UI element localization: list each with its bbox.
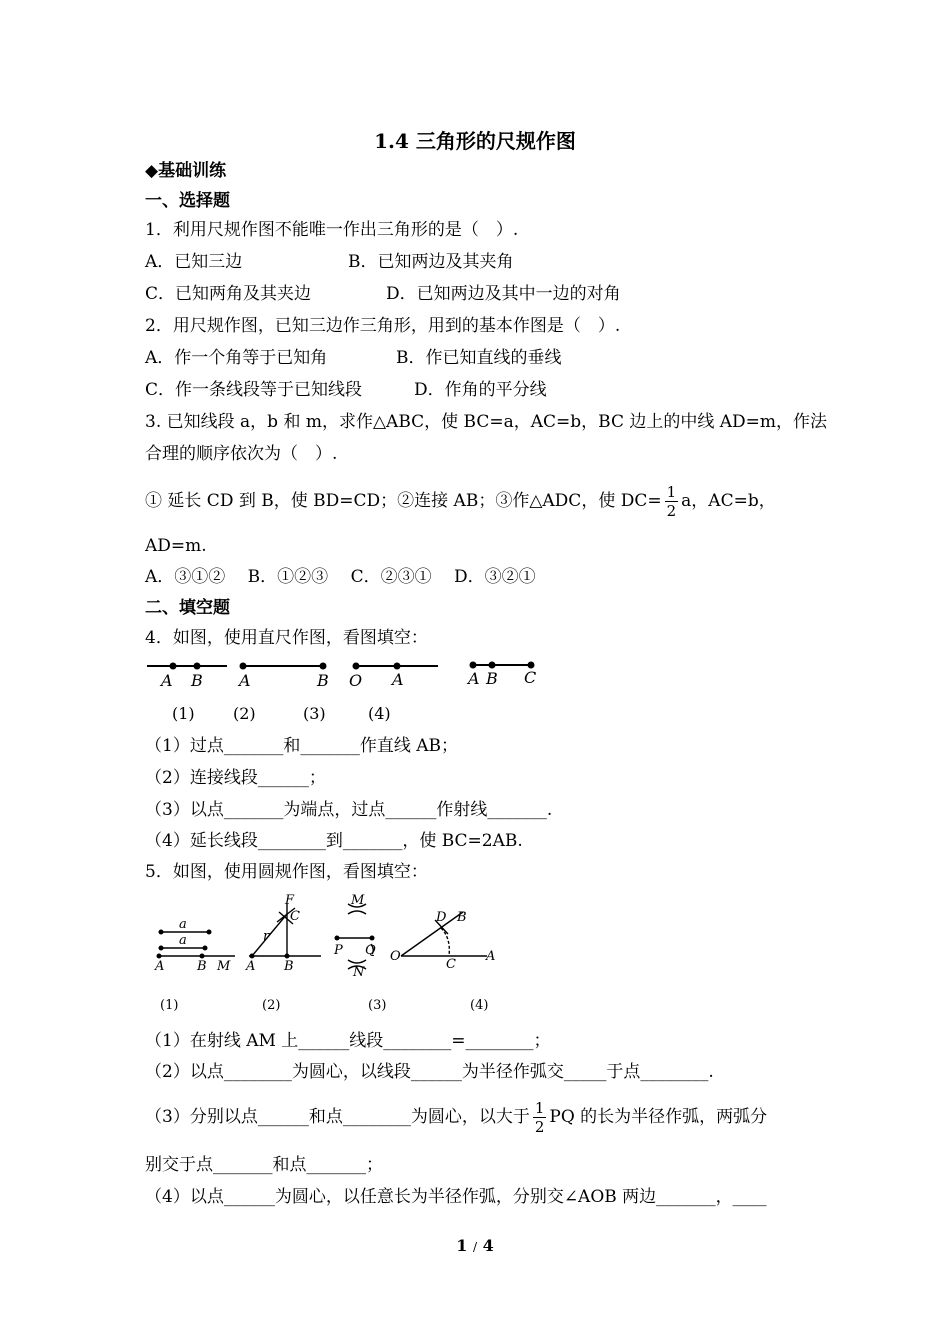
q5-blank-1: （1）在射线 AM 上______线段________=________； [145, 1031, 551, 1051]
page-total: 4 [482, 1236, 494, 1255]
part-heading-choice: 一、选择题 [145, 191, 230, 211]
label-c: C [524, 668, 537, 687]
q1-option-b: B．已知两边及其夹角 [348, 252, 514, 272]
page-title: 1.4 三角形的尺规作图 [374, 129, 576, 153]
label-d: D [436, 910, 447, 925]
point-o [354, 664, 359, 669]
label-a-small: a [179, 933, 187, 948]
q4-fig-label-2: (2) [233, 704, 256, 723]
label-r: r [263, 929, 270, 944]
label-a: A [239, 671, 251, 690]
label-b: B [317, 671, 329, 690]
q4-figure [140, 655, 560, 695]
q3-stem-line1: 3. 已知线段 a，b 和 m，求作△ABC，使 BC=a，AC=b，BC 边上的中线 AD=m，作法 [145, 412, 828, 432]
fraction-numerator: 1 [666, 483, 677, 501]
q2-option-c: C．作一条线段等于已知线段 [145, 380, 363, 400]
label-b: B [191, 671, 203, 690]
label-a-small: a [179, 917, 187, 932]
label-a: A [161, 671, 173, 690]
q3-steps-end: AD=m. [145, 536, 207, 556]
label-c: C [290, 909, 300, 924]
fraction-denominator: 2 [666, 502, 677, 520]
point-a [171, 664, 176, 669]
q3-steps-pre: ① 延长 CD 到 B，使 BD=CD；②连接 AB；③作△ADC，使 DC= [145, 491, 662, 511]
q2-option-d: D．作角的平分线 [414, 380, 547, 400]
label-o: O [390, 949, 401, 964]
q3-options: A．③①② B．①②③ C．②③① D．③②① [145, 567, 536, 587]
label-m: M [351, 893, 365, 908]
q4-fig-label-4: (4) [368, 704, 391, 723]
label-a: A [155, 959, 165, 974]
q3-steps-post: a，AC=b， [681, 491, 776, 511]
label-a: A [486, 949, 496, 964]
fraction-half [533, 1099, 547, 1136]
label-a: A [468, 669, 480, 688]
q2-option-a: A．作一个角等于已知角 [145, 348, 328, 368]
label-b: B [284, 959, 294, 974]
q5-fig-label-1: (1) [160, 998, 179, 1013]
q4-blank-4: （4）延长线段________到_______，使 BC=2AB. [145, 831, 523, 851]
q5-figure [145, 890, 515, 980]
q4-fig-label-3: (3) [303, 704, 326, 723]
point-b [490, 663, 495, 668]
q5-fig-label-3: (3) [368, 998, 387, 1013]
section-heading: ◆基础训练 [145, 161, 227, 181]
page-separator: / [472, 1240, 478, 1254]
q5-l3-post: PQ 的长为半径作弧，两弧分 [549, 1107, 768, 1127]
q1-option-c: C．已知两角及其夹边 [145, 284, 312, 304]
point-b [321, 664, 326, 669]
q3-steps [145, 478, 776, 524]
label-o: O [349, 671, 363, 690]
label-b: B [486, 669, 498, 688]
q1-stem: 1．利用尺规作图不能唯一作出三角形的是（ ）. [145, 220, 519, 240]
q5-blank-3 [145, 1094, 767, 1140]
q5-blank-2: （2）以点________为圆心，以线段______为半径作弧交_____于点________. [145, 1062, 714, 1082]
q4-stem: 4．如图，使用直尺作图，看图填空： [145, 628, 428, 648]
ray-ob [401, 912, 463, 956]
fraction-numerator: 1 [534, 1099, 545, 1117]
fraction-half [665, 483, 679, 520]
label-a: A [392, 670, 404, 689]
label-b: B [457, 910, 467, 925]
point-c [529, 663, 534, 668]
radius-line [252, 914, 287, 956]
q4-blank-1: （1）过点_______和_______作直线 AB； [145, 736, 458, 756]
label-b: B [197, 959, 207, 974]
q5-stem: 5．如图，使用圆规作图，看图填空： [145, 862, 428, 882]
q3-stem-line2: 合理的顺序依次为（ ）. [145, 444, 338, 464]
point-a [471, 663, 476, 668]
q1-option-a: A．已知三边 [145, 252, 243, 272]
part-heading-fill: 二、填空题 [145, 598, 230, 618]
label-c: C [446, 957, 456, 972]
q5-blank-3-cont: 别交于点_______和点_______； [145, 1155, 383, 1175]
label-p: P [334, 943, 343, 958]
label-f: F [285, 893, 295, 908]
label-n: N [353, 965, 365, 980]
q5-blank-4: （4）以点______为圆心，以任意长为半径作弧，分别交∠AOB 两边_______，____ [145, 1187, 767, 1207]
q2-stem: 2．用尺规作图，已知三边作三角形，用到的基本作图是（ ）. [145, 316, 621, 336]
q5-l3-pre: （3）分别以点______和点________为圆心，以大于 [145, 1107, 530, 1127]
q2-option-b: B．作已知直线的垂线 [396, 348, 562, 368]
fraction-denominator: 2 [534, 1118, 545, 1136]
point-b [195, 664, 200, 669]
q5-fig-label-2: (2) [262, 998, 281, 1013]
label-a: A [246, 959, 256, 974]
q4-fig-label-1: (1) [172, 704, 195, 723]
q4-blank-3: （3）以点_______为端点，过点______作射线_______. [145, 800, 553, 820]
q4-blank-2: （2）连接线段______； [145, 768, 326, 788]
arc-dc [441, 928, 449, 956]
point-a [241, 664, 246, 669]
q5-fig-label-4: (4) [470, 998, 489, 1013]
page-number [0, 1236, 950, 1255]
label-q: Q [365, 943, 376, 958]
q1-option-d: D．已知两边及其中一边的对角 [386, 284, 621, 304]
label-m: M [217, 959, 231, 974]
point-a [395, 664, 400, 669]
page-current: 1 [456, 1236, 468, 1255]
